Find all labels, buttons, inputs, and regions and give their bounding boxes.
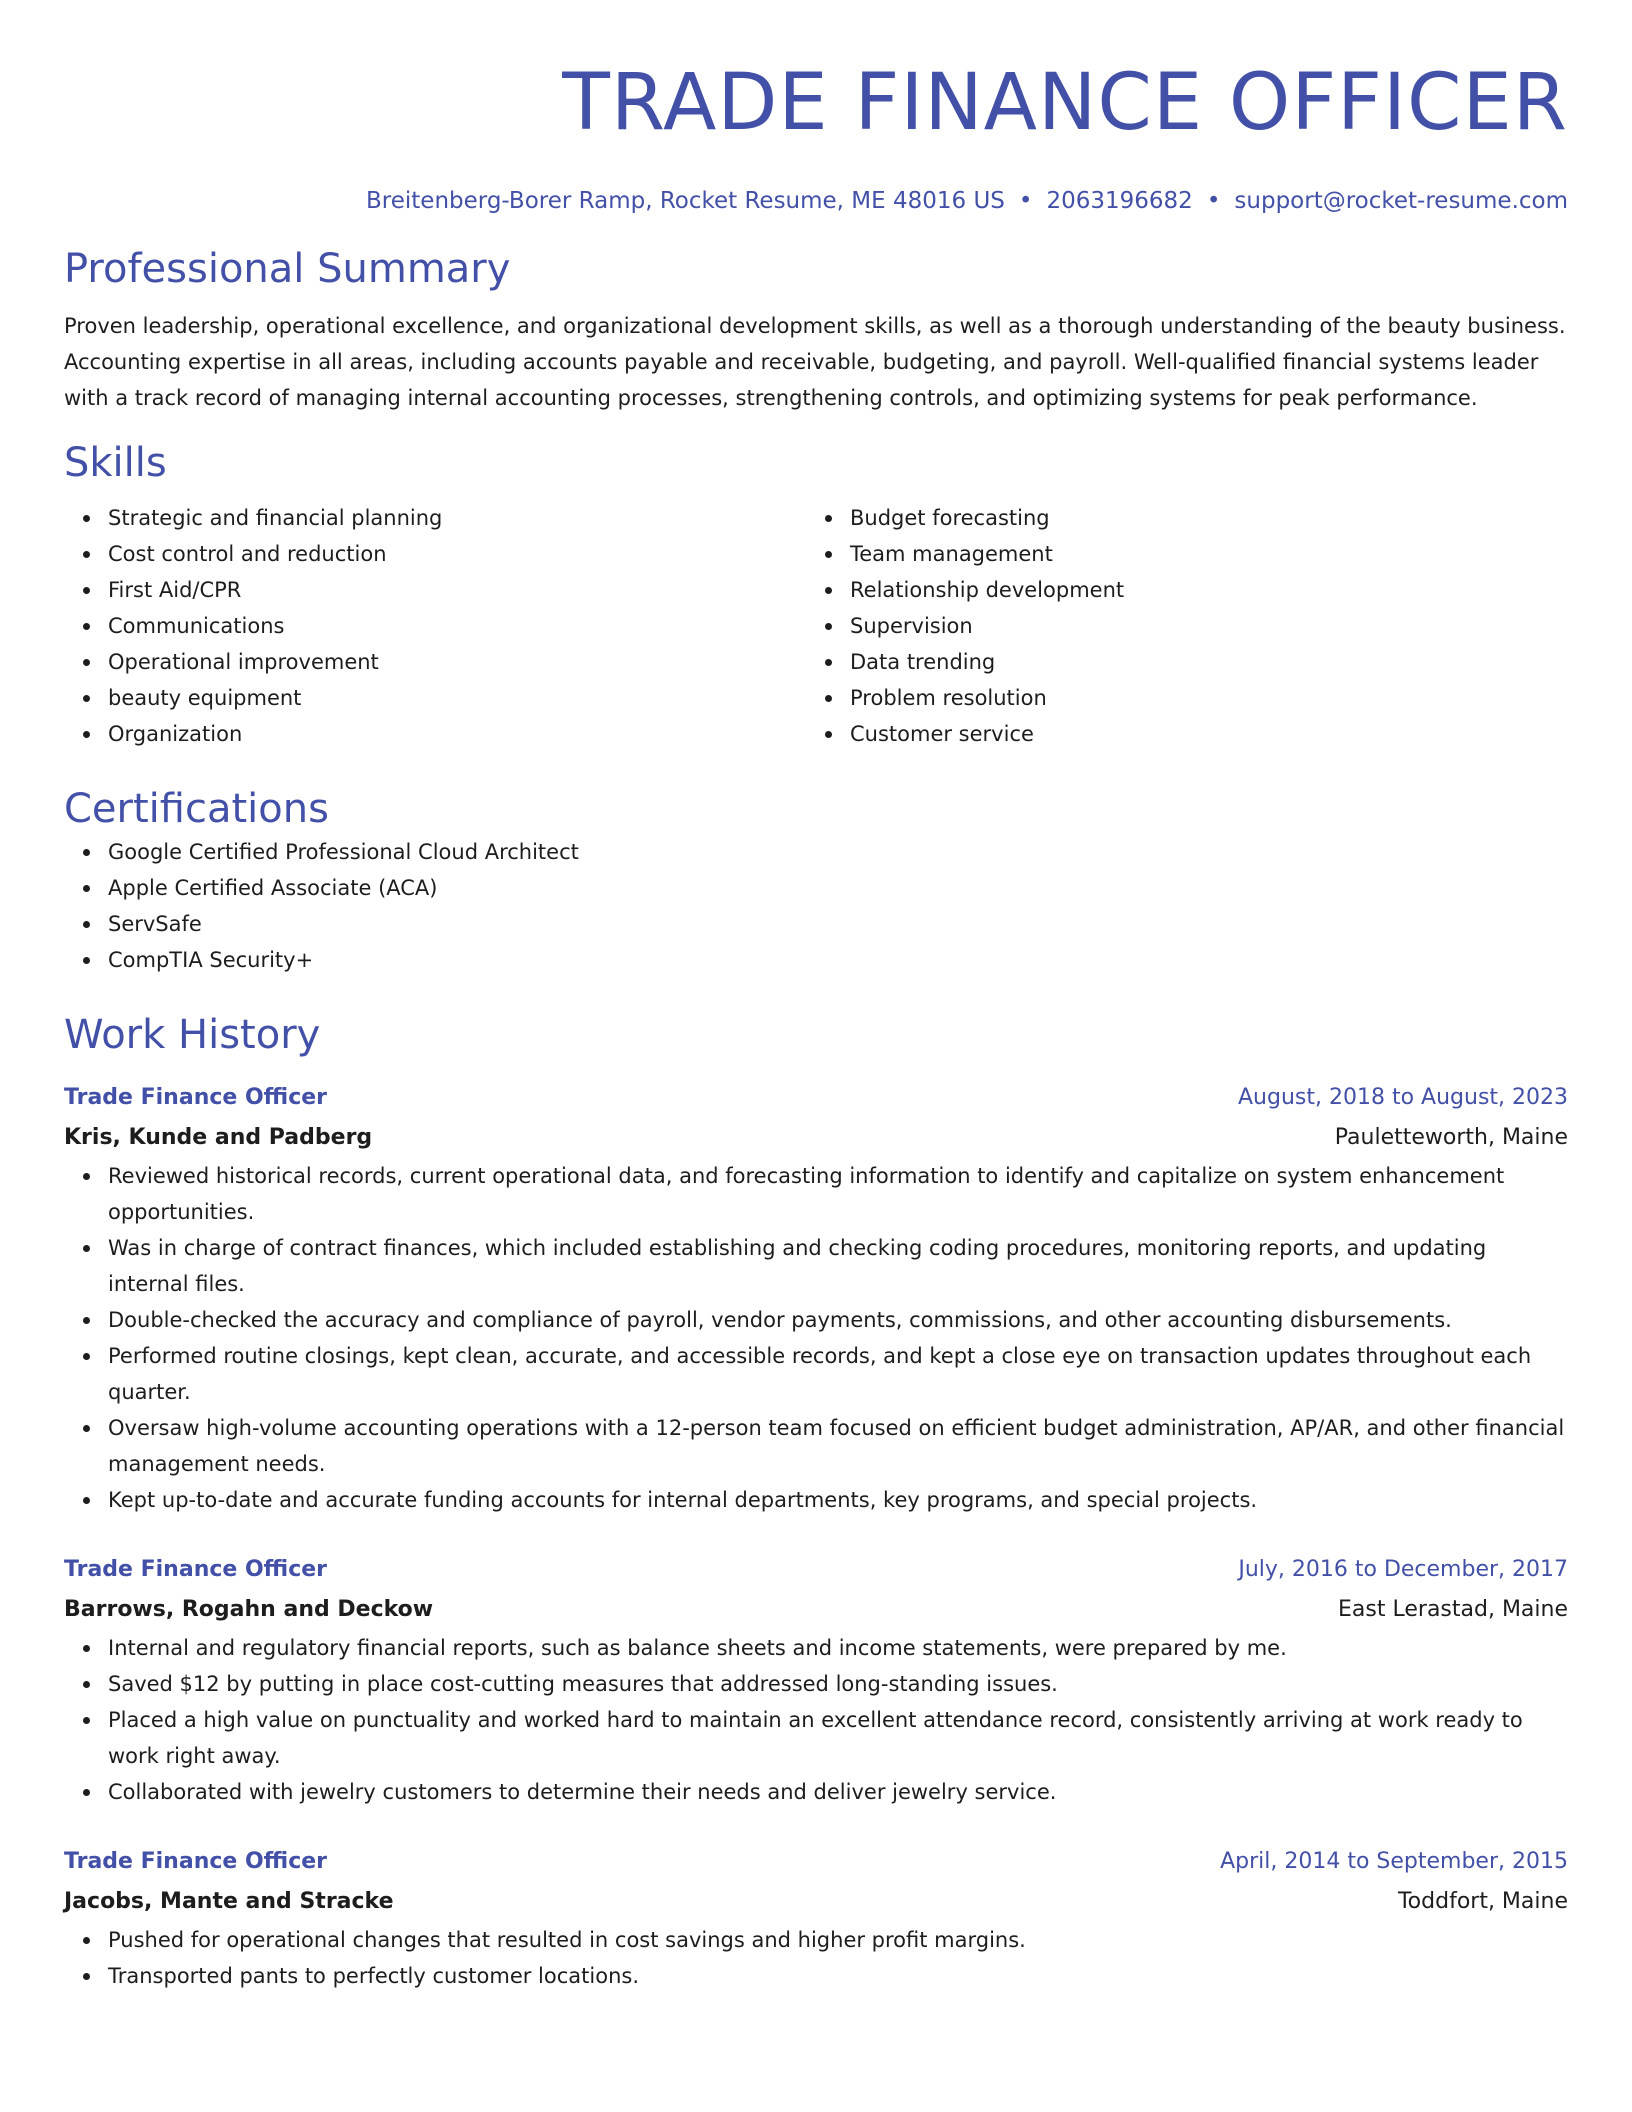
skill-item: Operational improvement — [108, 644, 806, 680]
job-bullet: Pushed for operational changes that resulted in cost savings and higher profit margins. — [108, 1922, 1568, 1958]
job-bullet: Reviewed historical records, current operational data, and forecasting information to identify and capitalize on system enhancement opportunities. — [108, 1158, 1568, 1230]
job-company-row — [64, 1590, 1568, 1630]
job-title-row — [64, 1078, 1568, 1118]
skill-item: Cost control and reduction — [108, 536, 806, 572]
skill-item: Relationship development — [850, 572, 1548, 608]
job-location: Pauletteworth, Maine — [1334, 1125, 1568, 1150]
skill-item: First Aid/CPR — [108, 572, 806, 608]
job-company: Kris, Kunde and Padberg — [64, 1125, 373, 1150]
skill-item: Customer service — [850, 716, 1548, 752]
certification-item: ServSafe — [108, 906, 1568, 942]
contact-separator: • — [1018, 188, 1033, 214]
certifications-list — [64, 834, 1568, 978]
resume-header — [64, 58, 1568, 216]
job-bullet: Internal and regulatory financial reports, such as balance sheets and income statements, were prepared by me. — [108, 1630, 1568, 1666]
job-title: Trade Finance Officer — [64, 1557, 328, 1582]
job-dates: April, 2014 to September, 2015 — [1220, 1849, 1568, 1874]
skill-item: Supervision — [850, 608, 1548, 644]
job-entry — [64, 1550, 1568, 1810]
certification-item: CompTIA Security+ — [108, 942, 1568, 978]
job-bullet: Performed routine closings, kept clean, accurate, and accessible records, and kept a close eye on transaction updates throughout each quarter. — [108, 1338, 1568, 1410]
certification-item: Apple Certified Associate (ACA) — [108, 870, 1568, 906]
contact-line — [64, 186, 1568, 216]
contact-address: Breitenberg-Borer Ramp, Rocket Resume, ME 48016 US — [366, 188, 1005, 214]
skills-heading: Skills — [64, 440, 167, 486]
skill-item: Strategic and financial planning — [108, 500, 806, 536]
skills-column-right — [806, 500, 1548, 752]
summary-heading: Professional Summary — [64, 246, 511, 292]
skill-item: beauty equipment — [108, 680, 806, 716]
certification-item: Google Certified Professional Cloud Architect — [108, 834, 1568, 870]
job-entry — [64, 1078, 1568, 1518]
job-location: Toddfort, Maine — [1397, 1889, 1568, 1914]
job-bullet: Saved $12 by putting in place cost-cutting measures that addressed long-standing issues. — [108, 1666, 1568, 1702]
resume-name: TRADE FINANCE OFFICER — [562, 58, 1568, 148]
job-bullet-list — [64, 1922, 1568, 1994]
job-bullet: Kept up-to-date and accurate funding accounts for internal departments, key programs, and special projects. — [108, 1482, 1568, 1518]
skill-item: Budget forecasting — [850, 500, 1548, 536]
job-company-row — [64, 1118, 1568, 1158]
skill-item: Problem resolution — [850, 680, 1548, 716]
certifications-heading: Certifications — [64, 786, 329, 832]
contact-email: support@rocket-resume.com — [1234, 188, 1568, 214]
job-bullet-list — [64, 1158, 1568, 1518]
job-bullet: Double-checked the accuracy and compliance of payroll, vendor payments, commissions, and other accounting disbursements. — [108, 1302, 1568, 1338]
skill-item: Team management — [850, 536, 1548, 572]
job-company: Jacobs, Mante and Stracke — [64, 1889, 394, 1914]
contact-separator: • — [1206, 188, 1221, 214]
summary-text: Proven leadership, operational excellence, and organizational development skills, as well as a thorough understanding of the beauty business. Accounting expertise in all areas, including accounts payable and receivable, budgeting, and payroll. Well-qualified financial systems leader with a track record of managing internal accounting processes, strengthening controls, and optimizing systems for peak performance. — [64, 314, 1566, 410]
job-title-row — [64, 1842, 1568, 1882]
job-bullet: Transported pants to perfectly customer locations. — [108, 1958, 1568, 1994]
job-bullet: Placed a high value on punctuality and worked hard to maintain an excellent attendance record, consistently arriving at work ready to work right away. — [108, 1702, 1568, 1774]
job-location: East Lerastad, Maine — [1338, 1597, 1568, 1622]
contact-phone: 2063196682 — [1046, 188, 1193, 214]
skills-grid — [64, 500, 1568, 752]
skills-list-right — [806, 500, 1548, 752]
job-company-row — [64, 1882, 1568, 1922]
job-bullet-list — [64, 1630, 1568, 1810]
job-bullet: Oversaw high-volume accounting operations with a 12-person team focused on efficient budget administration, AP/AR, and other financial management needs. — [108, 1410, 1568, 1482]
job-dates: July, 2016 to December, 2017 — [1238, 1557, 1568, 1582]
job-title-row — [64, 1550, 1568, 1590]
job-title: Trade Finance Officer — [64, 1849, 328, 1874]
skills-column-left — [64, 500, 806, 752]
job-bullet: Was in charge of contract finances, which included establishing and checking coding procedures, monitoring reports, and updating internal files. — [108, 1230, 1568, 1302]
skill-item: Communications — [108, 608, 806, 644]
job-title: Trade Finance Officer — [64, 1085, 328, 1110]
skill-item: Data trending — [850, 644, 1548, 680]
skills-list-left — [64, 500, 806, 752]
job-entry — [64, 1842, 1568, 1994]
job-company: Barrows, Rogahn and Deckow — [64, 1597, 434, 1622]
skill-item: Organization — [108, 716, 806, 752]
work-history-heading: Work History — [64, 1012, 321, 1058]
job-dates: August, 2018 to August, 2023 — [1238, 1085, 1568, 1110]
job-bullet: Collaborated with jewelry customers to determine their needs and deliver jewelry service. — [108, 1774, 1568, 1810]
